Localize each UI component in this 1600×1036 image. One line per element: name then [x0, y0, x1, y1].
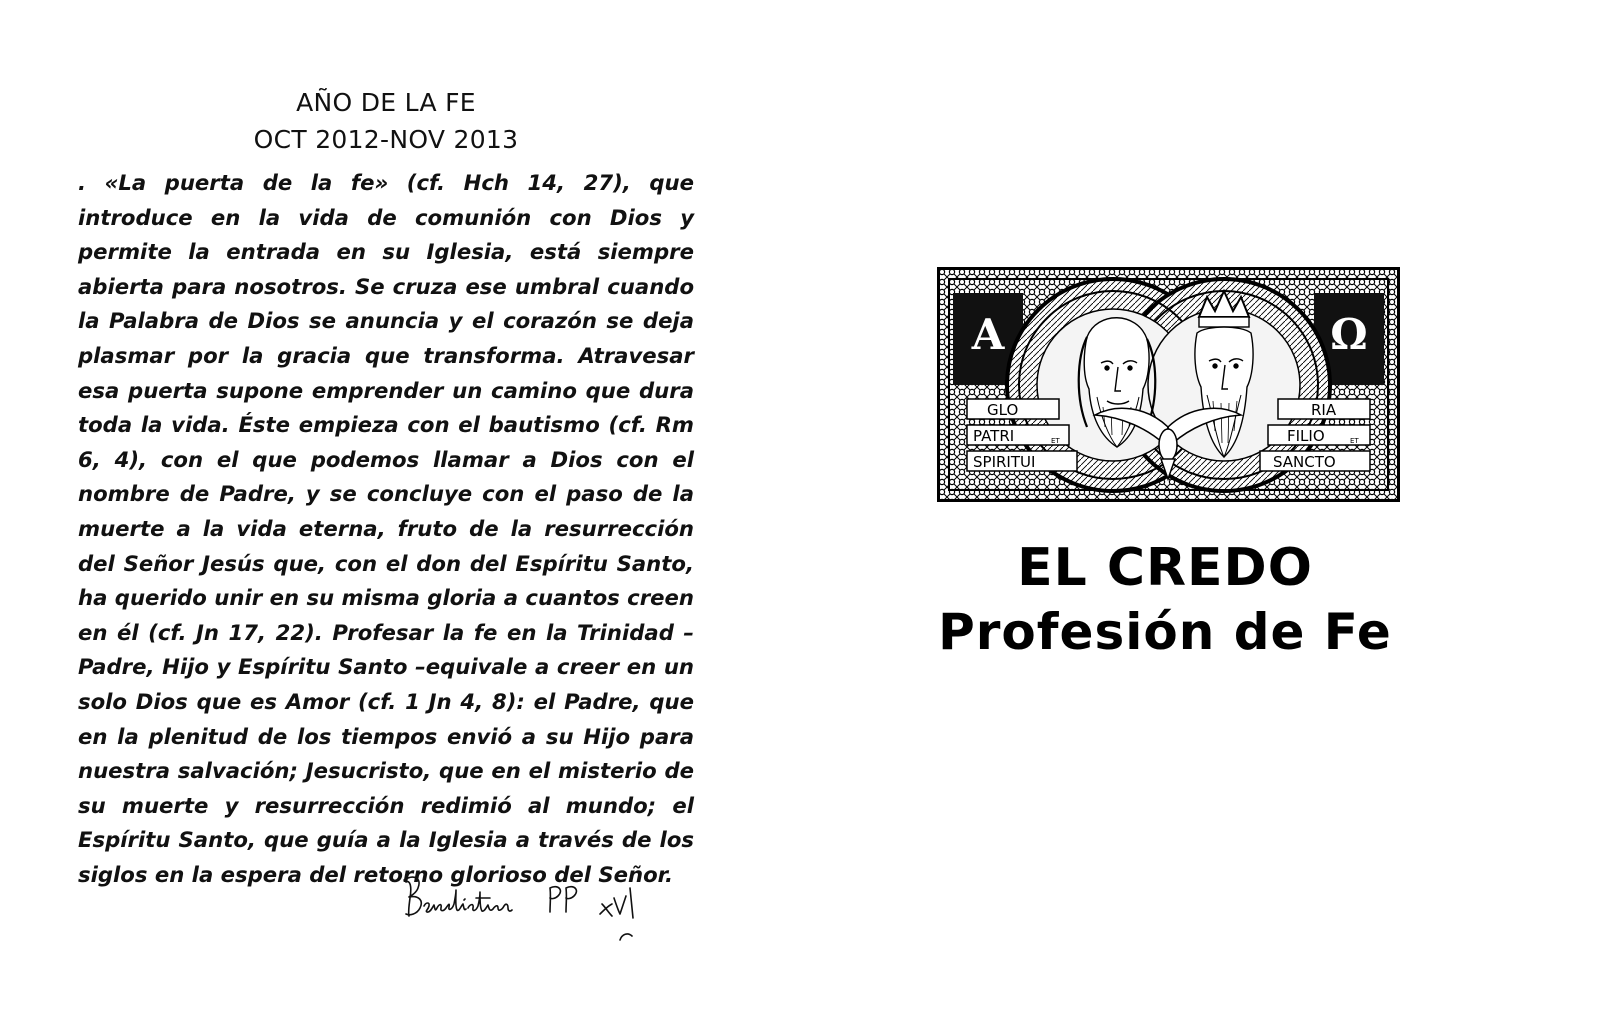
inscription-et-right: ET — [1350, 437, 1359, 445]
signature-image — [400, 868, 650, 948]
inscription-patri: PATRI — [973, 427, 1015, 445]
alpha-symbol: A — [971, 310, 1005, 359]
cover-subtitle: Profesión de Fe — [938, 603, 1392, 661]
inscription-glo: GLO — [987, 401, 1019, 419]
signature — [400, 868, 650, 948]
trinity-emblem — [937, 267, 1400, 502]
page-heading — [78, 84, 694, 158]
trinity-emblem-illustration — [937, 267, 1400, 502]
inscription-filio: FILIO — [1287, 427, 1325, 445]
inscription-sancto: SANCTO — [1273, 453, 1336, 471]
inscription-spiritui: SPIRITUI — [973, 453, 1036, 471]
heading-dates: OCT 2012-NOV 2013 — [253, 125, 519, 154]
omega-symbol: Ω — [1330, 310, 1368, 359]
right-page — [800, 0, 1600, 1036]
inscription-ria: RIA — [1311, 401, 1337, 419]
heading-year-of-faith: AÑO DE LA FE — [296, 88, 476, 117]
cover-title: EL CREDO — [1017, 538, 1313, 598]
body-paragraph: . «La puerta de la fe» (cf. Hch 14, 27), que introduce en la vida de comunión con Dios y permite la entrada en su Iglesia, está siempre abierta para nosotros. Se cruza ese umbral cuando la Palabra de Dios se anuncia y el corazón se deja plasmar por la gracia que transforma. Atravesar esa puerta supone emprender un camino que dura toda la vida. Éste empieza con el bautismo (cf. Rm 6, 4), con el que podemos llamar a Dios con el nombre de Padre, y se concluye con el paso de la muerte a la vida eterna, fruto de la resurrección del Señor Jesús que, con el don del Espíritu Santo, ha querido unir en su misma gloria a cuantos creen en él (cf. Jn 17, 22). Profesar la fe en la Trinidad –Padre, Hijo y Espíritu Santo –equivale a creer en un solo Dios que es Amor (cf. 1 Jn 4, 8): el Padre, que en la plenitud de los tiempos envió a su Hijo para nuestra salvación; Jesucristo, que en el misterio de su muerte y resurrección redimió al mundo; el Espíritu Santo, que guía a la Iglesia a través de los siglos en la espera del retorno glorioso del Señor. — [78, 170, 694, 887]
inscription-et-left: ET — [1051, 437, 1060, 445]
left-page — [0, 0, 780, 1036]
